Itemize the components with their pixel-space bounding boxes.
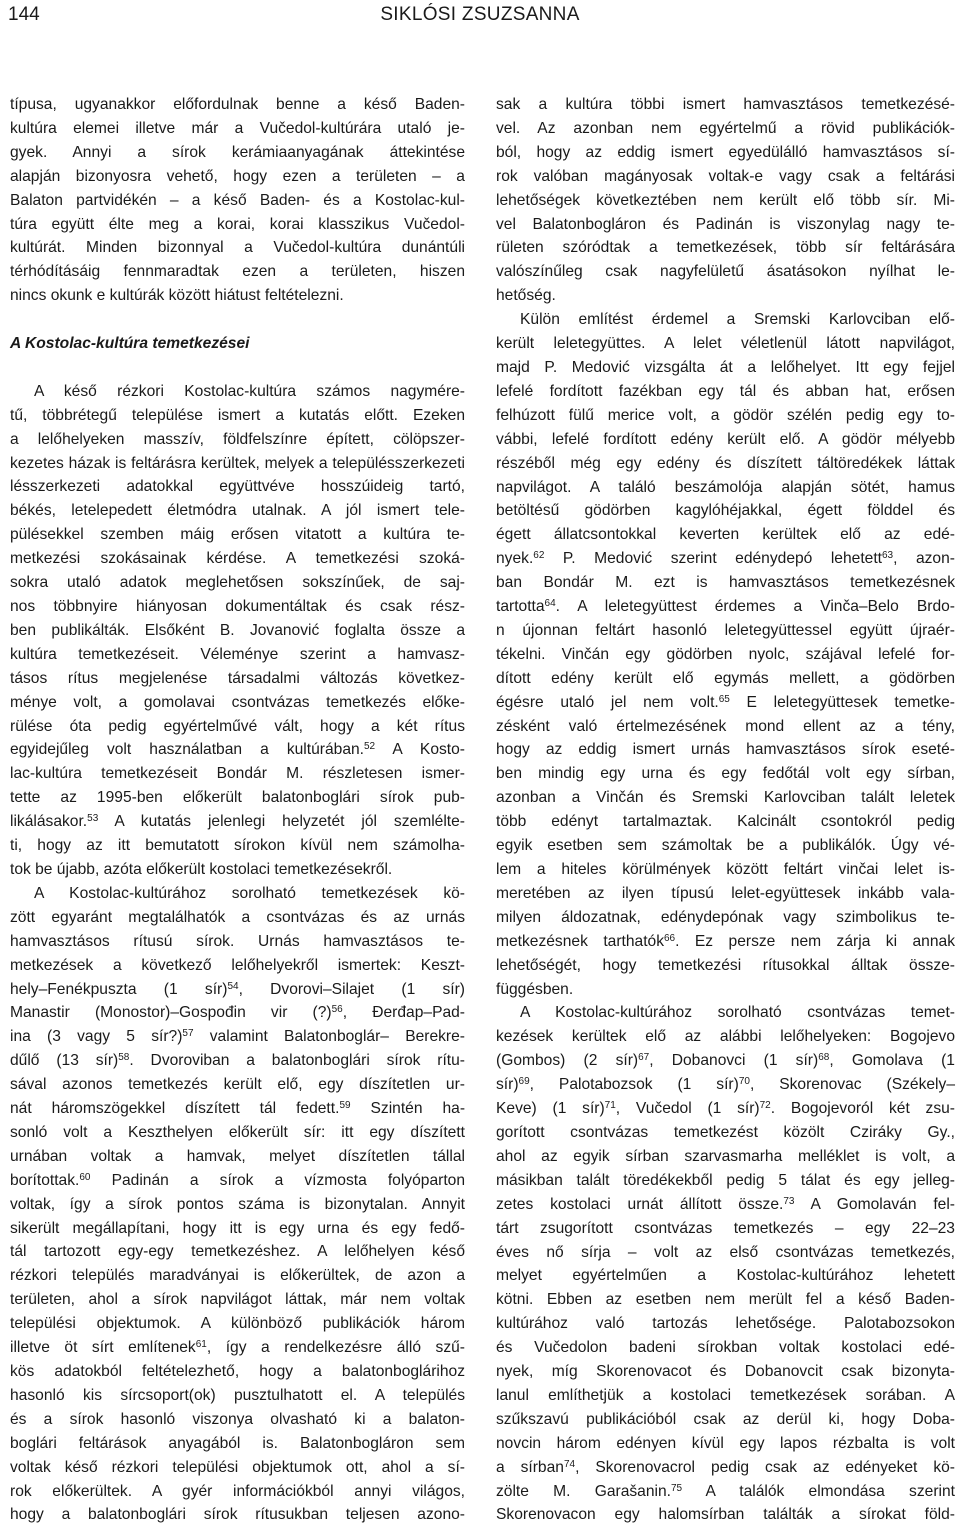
text-line <box>496 1480 955 1504</box>
line-text: típusa, ugyanakkor előfordulnak benne a késő Baden- <box>10 96 465 113</box>
line-text: , azon- <box>893 550 955 568</box>
footnote-ref: 57 <box>182 1028 194 1040</box>
line-text: ina (3 vagy 5 sír?) <box>10 1028 183 1046</box>
text-line <box>10 738 465 762</box>
text-line <box>496 523 955 547</box>
line-text: alapján bizonyosra vehető, hogy ezen a területen – a <box>10 167 465 185</box>
text-line <box>496 308 955 332</box>
line-text: (Gombos) (2 sír) <box>496 1052 639 1070</box>
line-text: Padinán a sírok a vízmosta folyóparton <box>90 1171 465 1189</box>
text-line <box>10 786 465 810</box>
line-text: A kutatás jelenlegi helyzetét jól szemlélte- <box>98 813 465 831</box>
footnote-ref: 74 <box>563 1458 576 1470</box>
text-line <box>10 1049 465 1073</box>
footnote-ref: 62 <box>533 550 545 562</box>
text-line <box>10 643 465 667</box>
line-text: túra együtt élte meg a korai, korai klasszikus Vučedol- <box>10 215 465 233</box>
line-text: kezetes házak is feltárásra kerültek, melyek a településszerkezeti <box>10 454 465 472</box>
text-line <box>10 834 465 858</box>
text-line <box>10 1384 465 1408</box>
line-text: Keve) (1 sír) <box>496 1100 605 1118</box>
text-line <box>10 1121 465 1145</box>
text-line <box>496 356 955 380</box>
line-text: települési objektumok. A különböző publikációk három <box>10 1315 465 1333</box>
line-text: nyek. <box>496 550 534 568</box>
line-text: dított edény került elő egymás mellett, a gödörben <box>496 669 955 687</box>
text-line <box>496 284 955 308</box>
text-line <box>10 715 465 739</box>
line-text: meretében az ilyen típusú lelet-együttesek inkább vala- <box>496 884 955 902</box>
text-line <box>10 954 465 978</box>
line-text: Szintén ha- <box>350 1100 466 1118</box>
text-line <box>496 332 955 356</box>
line-text: térhódításáig fennmaradtak ezen a területen, hiszen <box>10 263 465 281</box>
text-line <box>496 1241 955 1265</box>
line-text: másikban talált töredékekből pedig 5 tálat és egy jelleg- <box>496 1171 955 1189</box>
text-line <box>10 1217 465 1241</box>
text-line <box>496 571 955 595</box>
line-text: , Palotabozsok (1 sír) <box>529 1076 739 1094</box>
line-text: kultúra elemei illetve már a Vučedol-kultúrára utaló je- <box>10 119 465 137</box>
line-text: gyek. Annyi a sírok kerámiaanyagának áttekintése <box>10 143 465 161</box>
line-text: , Skorenovacrol pedig csak az edényeket kö- <box>575 1458 955 1476</box>
text-line <box>496 595 955 619</box>
line-text: a sírban <box>496 1458 564 1476</box>
text-line <box>496 1336 955 1360</box>
line-text: és Vučedolon badeni sírokban voltak kostolaci edé- <box>496 1339 955 1357</box>
text-line <box>496 1432 955 1456</box>
text-line <box>10 882 465 906</box>
text-line <box>10 1097 465 1121</box>
text-line <box>10 1288 465 1312</box>
text-line <box>496 1360 955 1384</box>
text-line <box>496 1073 955 1097</box>
text-line <box>10 428 465 452</box>
text-line <box>10 1336 465 1360</box>
line-text: A találók elmondása szerint <box>682 1482 955 1500</box>
footnote-ref: 53 <box>87 813 99 825</box>
footnote-ref: 52 <box>364 741 376 753</box>
footnote-ref: 60 <box>79 1171 91 1183</box>
line-text: sak a kultúra többi ismert hamvasztásos temetkezésé- <box>496 96 955 113</box>
text-line <box>10 236 465 260</box>
footnote-ref: 69 <box>518 1076 530 1088</box>
footnote-ref: 58 <box>118 1052 130 1064</box>
line-text: , Skorenovac (Székely– <box>749 1076 955 1094</box>
line-text: hogy az eddig ismert urnás hamvasztásos sírok eseté- <box>496 741 955 759</box>
text-line <box>496 930 955 954</box>
text-line <box>496 1121 955 1145</box>
line-text: likálásakor. <box>10 813 88 831</box>
line-text: területen, ahol a sírok napvilágot láttak, már nem voltak <box>10 1291 465 1309</box>
text-line <box>496 1169 955 1193</box>
footnote-ref: 56 <box>331 1004 343 1016</box>
line-text: vel Balatonbogláron és Padinán is viszonylag nagy te- <box>496 215 955 233</box>
text-line <box>10 1360 465 1384</box>
line-text: ban Bondár M. ezt is hamvasztásos temetkezésnek <box>496 574 955 592</box>
line-text: metkezésnek tarthatók <box>496 932 664 950</box>
text-line <box>496 834 955 858</box>
line-text: került leletegyüttes. A lelet véletlenül látott napvilágot, <box>496 335 955 353</box>
text-line <box>496 1408 955 1432</box>
line-text: kezések kerültek elő az alábbi lelőhelyeken: Bogojevo <box>496 1028 955 1046</box>
line-text: zölte M. Garašanin. <box>496 1482 671 1500</box>
text-line <box>496 1456 955 1480</box>
text-line <box>496 93 955 117</box>
line-text: függésben. <box>496 980 574 998</box>
line-text: ben publikálták. Elsőként B. Jovanović foglalta össze a <box>10 621 465 639</box>
footnote-ref: 63 <box>882 550 894 562</box>
text-line <box>496 476 955 500</box>
text-line <box>10 1408 465 1432</box>
line-text: . Dvoroviban a balatonboglári sírok rítu- <box>129 1052 466 1070</box>
text-line <box>10 165 465 189</box>
text-line <box>10 523 465 547</box>
footnote-ref: 72 <box>759 1100 771 1112</box>
line-text: tál tartozott egy-egy temetkezéshez. A lelőhelyen késő <box>10 1243 465 1261</box>
line-text: hamvasztásos rítusú sírok. Urnás hamvasztásos te- <box>10 932 465 950</box>
line-text: lésszerkezeti adatokkal együttvéve hosszúideig tartó, <box>10 478 465 496</box>
text-line <box>496 165 955 189</box>
line-text: illetve öt sírt említenek <box>10 1339 196 1357</box>
line-text: melyet egyértelműen a Kostolac-kultúrához lehetett <box>496 1267 955 1285</box>
line-text: novcin három edényen kívül egy lapos rézbalta is volt <box>496 1434 955 1452</box>
section-heading: A Kostolac-kultúra temetkezései <box>10 335 250 353</box>
line-text: . A leletegyüttest érdemes a Vinča–Belo Brdo- <box>555 598 955 616</box>
line-text: tok be újabb, azóta előkerült kostolaci temetkezésekről. <box>10 860 393 878</box>
text-line <box>496 1097 955 1121</box>
line-text: zetes kostolaci urnát állított össze. <box>496 1195 784 1213</box>
footnote-ref: 71 <box>604 1100 616 1112</box>
text-line <box>10 1503 465 1527</box>
line-text: békés, letelepedett életmódra utalnak. A jól ismert tele- <box>10 502 465 520</box>
line-text: a lelőhelyeken masszív, földfelszínre épített, cölöpszer- <box>10 430 465 448</box>
text-line <box>496 643 955 667</box>
line-text: zésként való értelmezésének mond ellent az a tény, <box>496 717 955 735</box>
line-text: sír) <box>496 1076 519 1094</box>
text-line <box>496 189 955 213</box>
text-line <box>496 1288 955 1312</box>
text-line <box>496 428 955 452</box>
text-line <box>496 499 955 523</box>
line-text: hogy a balatonboglári sírok rítusukban teljesen azono- <box>10 1506 465 1524</box>
line-text: rületen szóródtak a temetkezések, több sír feltárására <box>496 239 955 257</box>
line-text: ben mindig egy urna és egy fedőtál volt egy sírban, <box>496 765 955 783</box>
line-text: tékelni. Vinčán egy gödörben nyolc, szájával lefelé for- <box>496 645 955 663</box>
text-line <box>10 1432 465 1456</box>
text-line <box>10 284 465 308</box>
text-line <box>10 858 465 882</box>
line-text: égésre utaló jel nem volt. <box>496 693 719 711</box>
line-text: urnában voltak a hamvak, melyet díszítetlen tállal <box>10 1147 465 1165</box>
text-line <box>496 1384 955 1408</box>
line-text: lac-kultúra temetkezéseit Bondár M. részletesen ismer- <box>10 765 465 783</box>
line-text: vel. Az azonban nem egyértelmű a rövid publikációk- <box>496 119 955 137</box>
line-text: tette az 1995-ben előkerült balatonboglári sírok pub- <box>10 789 465 807</box>
line-text: n újonnan feltárt hasonló leletegyüttessel együtt újraér- <box>496 621 955 639</box>
text-line <box>496 906 955 930</box>
text-line <box>10 1264 465 1288</box>
paragraph-gap <box>10 356 465 380</box>
text-line <box>10 380 465 404</box>
line-text: , Gomolava (1 <box>829 1052 955 1070</box>
line-text: milyen áldozatnak, edénydepónak vagy szimbolikus te- <box>496 908 955 926</box>
line-text: gorított csontvázas temetkezést közölt Cziráky Gy., <box>496 1123 955 1141</box>
line-text: kultúrát. Minden bizonnyal a Vučedol-kultúra dunántúli <box>10 239 465 257</box>
line-text: éves nő sírja – volt az első csontvázas temetkezés, <box>496 1243 955 1261</box>
line-text: ahol az egyik sírban szarvasmarha melléklet is volt, a <box>496 1147 955 1165</box>
text-line <box>10 547 465 571</box>
text-line <box>10 1145 465 1169</box>
line-text: és a sírok hasonló viszonya olvasható ki a balaton- <box>10 1410 465 1428</box>
line-text: valamint Balatonboglár– Berekre- <box>193 1028 465 1046</box>
footnote-ref: 65 <box>718 693 730 705</box>
line-text: Balaton partvidékén – a késő Baden- és a Kostolac-kul- <box>10 191 465 209</box>
line-text: nos többnyire hiányosan dokumentáltak és csak rész- <box>10 598 465 615</box>
text-line <box>10 1480 465 1504</box>
text-line <box>496 1503 955 1527</box>
text-line <box>10 619 465 643</box>
line-text: tartotta <box>496 598 545 616</box>
text-line <box>496 547 955 571</box>
line-text: rok valóban magányosak voltak-e vagy csak a feltárási <box>496 167 955 185</box>
line-text: voltak, így a sírok pontos száma is bizonytalan. Annyit <box>10 1195 465 1213</box>
text-line <box>10 1169 465 1193</box>
text-line <box>10 141 465 165</box>
text-line <box>10 810 465 834</box>
line-text: felhúzott fülű merice volt, a gödör szélén pedig egy to- <box>496 406 955 424</box>
line-text: , Đerđap–Pad- <box>342 1004 466 1022</box>
text-line <box>496 452 955 476</box>
line-text: A Kostolac-kultúrához sorolható temetkezések kö- <box>34 884 465 902</box>
text-line <box>10 906 465 930</box>
right-column <box>496 93 955 1527</box>
footnote-ref: 68 <box>818 1052 830 1064</box>
text-line <box>496 1217 955 1241</box>
line-text: napvilágot. A találó beszámolója alapján sötét, hamus <box>496 478 955 496</box>
line-text: hasonló kis sírcsoport(ok) pusztulhatott el. A település <box>10 1386 465 1404</box>
footnote-ref: 54 <box>227 980 239 992</box>
left-column <box>10 93 465 1527</box>
line-text: hetőség. <box>496 287 556 305</box>
text-line <box>10 667 465 691</box>
line-text: tásos rítus megjelenése társadalmi változás következ- <box>10 669 465 687</box>
text-line <box>10 499 465 523</box>
text-line <box>10 1456 465 1480</box>
line-text: tárt zsugorított csontvázas temetkezés – egy 22–23 <box>496 1219 955 1237</box>
text-line <box>10 1025 465 1049</box>
line-text: pülésekkel szemben máig erősen vitatott a kultúra te- <box>10 526 465 544</box>
text-line <box>496 1001 955 1025</box>
footnote-ref: 73 <box>783 1195 795 1207</box>
line-text: égett állatcsontokkal keverten kerültek elő az edé- <box>496 526 955 544</box>
line-text: zött egyaránt megtalálhatók a csontvázas és az urnás <box>10 908 465 926</box>
line-text: . Bogojevoról két zsu- <box>770 1100 956 1118</box>
text-line <box>496 667 955 691</box>
footnote-ref: 75 <box>671 1482 683 1494</box>
text-line <box>10 691 465 715</box>
line-text: boglári feltárások anyagából is. Balatonbogláron sem <box>10 1434 465 1452</box>
text-line <box>10 762 465 786</box>
line-text: kötni. Ebben az esetben nem merült fel a késő Baden- <box>496 1291 955 1309</box>
text-line <box>10 475 465 499</box>
line-text: lanul említhetjük a kostolaci temetkezések sorában. A <box>496 1386 955 1404</box>
footnote-ref: 64 <box>544 598 556 610</box>
footnote-ref: 67 <box>638 1052 650 1064</box>
line-text: , Vučedol (1 sír) <box>615 1100 760 1118</box>
line-text: részéből még egy edény és díszített táltöredékek láttak <box>496 454 955 472</box>
text-line <box>10 117 465 141</box>
line-text: sokra utaló adatok meglehetősen sokszínűek, de saj- <box>10 574 465 592</box>
line-text: ménye volt, a gomolavai csontvázas temetkezés előke- <box>10 693 465 711</box>
line-text: E leletegyüttesek temetke- <box>729 693 955 711</box>
line-text: borítottak. <box>10 1171 80 1189</box>
line-text: A Kostolac-kultúrához sorolható csontvázas temet- <box>520 1004 955 1022</box>
line-text: Manastir (Monostor)–Gospođin vir (?) <box>10 1004 332 1022</box>
text-line <box>496 619 955 643</box>
text-line <box>496 1145 955 1169</box>
line-text: . Ez persze nem zárja ki annak <box>675 932 955 950</box>
running-head: SIKLÓSI ZSUZSANNA <box>380 4 580 25</box>
line-text: , így a rendelkezésre álló szű- <box>206 1339 465 1357</box>
line-text: szűkszavú publikációból csak az derül ki, hogy Doba- <box>496 1410 955 1428</box>
line-text: valószínűleg csak nagyfelületű ásatásokon nyílhat le- <box>496 263 955 281</box>
line-text: A Kosto- <box>375 741 465 759</box>
text-line <box>496 1193 955 1217</box>
text-line <box>10 1001 465 1025</box>
line-text: lefelé fordított fazékban egy tál és abban hat, erősen <box>496 382 955 400</box>
line-text: sikerült megállapítani, hogy itt is egy urna és egy fedő- <box>10 1219 465 1237</box>
text-line <box>10 1240 465 1264</box>
text-line <box>10 260 465 284</box>
line-text: rok előkerültek. A gyér információkból annyi világos, <box>10 1482 465 1500</box>
footnote-ref: 66 <box>664 932 676 944</box>
line-text: több edényt tartalmaztak. Kalcinált csontokról pedig <box>496 813 955 831</box>
text-line <box>496 380 955 404</box>
line-text: egyidejűleg volt használatban a kultúrában. <box>10 741 364 759</box>
text-line <box>10 1312 465 1336</box>
line-text: hely–Fenékpuszta (1 sír) <box>10 980 228 998</box>
line-text: ból, hogy az eddig ismert egyedülálló hamvasztásos sí- <box>496 143 955 161</box>
line-text: betöltésű gödörben kagylóhéjakkal, égett földdel és <box>496 502 955 520</box>
text-line <box>496 404 955 428</box>
line-text: nát háromszögekkel díszített tál fedett. <box>10 1100 340 1118</box>
text-line <box>10 93 465 117</box>
text-line <box>496 691 955 715</box>
line-text: nincs okunk e kultúrák között hiátust feltételezni. <box>10 287 344 305</box>
line-text: dűlő (13 sír) <box>10 1052 119 1070</box>
line-text: , Dvorovi–Silajet (1 sír) <box>238 980 466 998</box>
line-text: metkezési szokásainak kérdése. A temetkezési szoká- <box>10 550 465 568</box>
line-text: majd P. Medović vizsgálta át a lelőhelyet. Itt egy fejjel <box>496 358 955 376</box>
text-line <box>496 810 955 834</box>
text-line <box>496 1312 955 1336</box>
line-text: Külön említést érdemel a Sremski Karlovciban elő- <box>520 311 955 329</box>
text-line <box>496 1049 955 1073</box>
text-line <box>496 978 955 1002</box>
line-text: ti, hogy az itt bemutatott sírokon kívül nem számolha- <box>10 837 465 855</box>
line-text: lehetőségek következtében nem került elő több sír. Mi- <box>496 191 955 209</box>
text-line <box>496 213 955 237</box>
text-line <box>10 452 465 476</box>
text-line <box>496 858 955 882</box>
text-line <box>10 571 465 595</box>
line-text: lehetőségét, hogy temetkezési rítusokkal álltak össze- <box>496 956 955 974</box>
line-text: kultúrához való tartozás lehetősége. Palotabozsokon <box>496 1315 955 1333</box>
text-line <box>496 260 955 284</box>
footnote-ref: 70 <box>738 1076 750 1088</box>
text-line <box>10 1193 465 1217</box>
line-text: egyik esetben sem számoltak be a publikálók. Úgy vé- <box>496 837 955 855</box>
text-line <box>496 762 955 786</box>
text-line <box>496 786 955 810</box>
line-text: vábbi, lefelé fordított edény került elő. A gödör mélyebb <box>496 430 955 448</box>
line-text: Skorenovacon egy halomsírban találták a sírokat föld- <box>496 1506 955 1524</box>
text-line <box>496 882 955 906</box>
text-line <box>496 954 955 978</box>
line-text: A Gomolaván fel- <box>794 1195 955 1213</box>
line-text: metkezések a következő lelőhelyekről ismertek: Keszt- <box>10 956 465 974</box>
text-line <box>10 404 465 428</box>
footnote-ref: 59 <box>339 1100 351 1112</box>
text-line <box>10 189 465 213</box>
paragraph-gap <box>10 308 465 332</box>
line-text: sával azonos temetkezés került elő, egy díszítetlen ur- <box>10 1076 465 1094</box>
line-text: P. Medović szerint edénydepó lehetett <box>544 550 882 568</box>
line-text: rülése óta pedig egyértelművé vált, hogy a két rítus <box>10 717 465 735</box>
text-line <box>496 236 955 260</box>
text-line <box>10 213 465 237</box>
line-text: kultúra temetkezéseit. Véleménye szerint a hamvasz- <box>10 645 465 663</box>
line-text: kös adatokból feltételezhető, hogy a balatonboglárihoz <box>10 1363 465 1380</box>
text-line <box>10 978 465 1002</box>
line-text: sonló volt a Keszthelyen előkerült sír: itt egy díszített <box>10 1123 465 1141</box>
line-text: tű, többrétegű települése ismert a kutatás előtt. Ezeken <box>10 406 465 424</box>
text-line <box>10 595 465 619</box>
footnote-ref: 61 <box>195 1339 207 1351</box>
text-line <box>10 930 465 954</box>
line-text: lem a hiteles körülmények között feltárt vinčai lelet is- <box>496 861 955 878</box>
line-text: A késő rézkori Kostolac-kultúra számos nagymére- <box>34 382 465 400</box>
text-line <box>496 738 955 762</box>
line-text: rézkori település maradványai is előkerültek, de azon a <box>10 1267 465 1285</box>
line-text: , Dobanovci (1 sír) <box>649 1052 819 1070</box>
text-line <box>496 141 955 165</box>
text-line <box>496 1025 955 1049</box>
page-number: 144 <box>8 4 40 25</box>
line-text: voltak késő rézkori települési objektumok ott, ahol a sí- <box>10 1458 465 1476</box>
text-line <box>496 1264 955 1288</box>
text-line <box>496 715 955 739</box>
text-line <box>10 1073 465 1097</box>
line-text: azonban a Vinčán és Sremski Karlovciban talált leletek <box>496 789 955 807</box>
text-line <box>496 117 955 141</box>
line-text: nyek, míg Skorenovacot és Dobanovcit csak bizonyta- <box>496 1363 955 1381</box>
